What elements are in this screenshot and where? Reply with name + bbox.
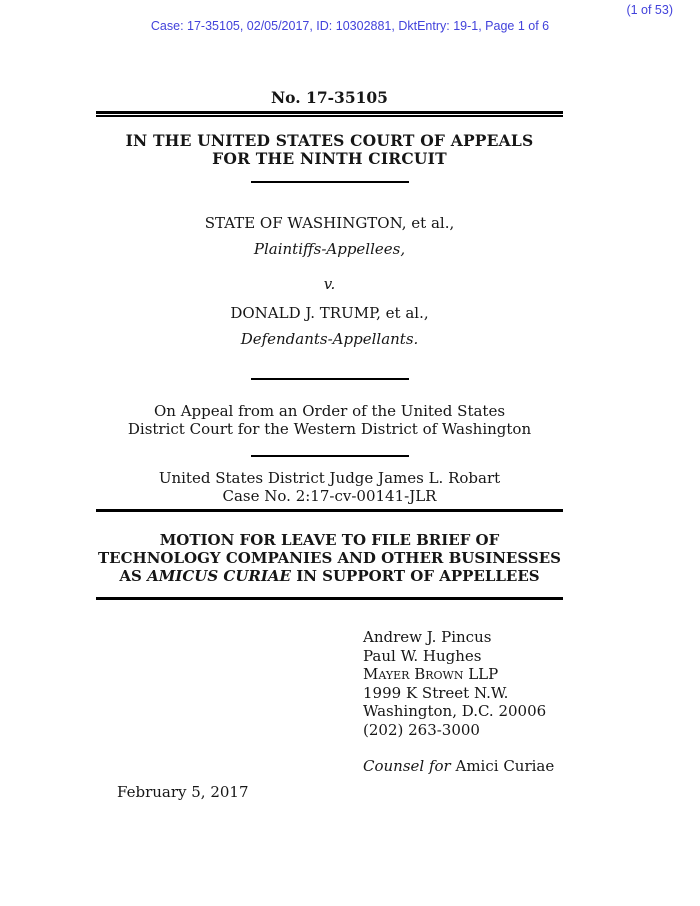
appeal-origin <box>96 402 563 438</box>
counsel-contact-block <box>363 628 546 739</box>
motion-title-line1: MOTION FOR LEAVE TO FILE BRIEF OF <box>159 531 500 549</box>
pdf-pagination-stamp: (1 of 53) <box>626 3 673 17</box>
title-rule-bottom <box>96 597 563 600</box>
filing-date: February 5, 2017 <box>117 783 249 801</box>
counsel-address-street: 1999 K Street N.W. <box>363 683 509 702</box>
motion-title-line3-italic: AMICUS CURIAE <box>147 567 291 585</box>
appeal-origin-line1: On Appeal from an Order of the United States <box>153 402 506 420</box>
counsel-name-1: Andrew J. Pincus <box>363 628 492 646</box>
counsel-address-city: Washington, D.C. 20006 <box>363 702 547 720</box>
motion-title-line3-prefix: AS <box>119 567 148 585</box>
caption-plaintiff-role: Plaintiffs-Appellees, <box>253 240 406 258</box>
title-rule-top <box>96 509 563 512</box>
court-name-line2: FOR THE NINTH CIRCUIT <box>212 149 447 168</box>
district-judge: United States District Judge James L. Robart <box>158 469 501 487</box>
docket-entry-stamp: Case: 17-35105, 02/05/2017, ID: 10302881, DktEntry: 19-1, Page 1 of 6 <box>150 19 550 33</box>
court-name <box>96 132 563 168</box>
lower-court-info <box>96 469 563 505</box>
counsel-role-italic: Counsel for <box>363 757 451 775</box>
docket-number: No. 17-35105 <box>271 88 388 107</box>
caption-plaintiff: STATE OF WASHINGTON, et al., <box>204 214 455 232</box>
section-rule <box>251 455 409 457</box>
caption-defendant-role: Defendants-Appellants. <box>240 330 419 348</box>
counsel-phone: (202) 263-3000 <box>363 720 480 739</box>
double-rule <box>96 111 563 117</box>
motion-title-line2: TECHNOLOGY COMPANIES AND OTHER BUSINESSES <box>98 549 561 567</box>
double-rule-thin-line <box>96 115 563 117</box>
section-rule <box>251 378 409 380</box>
counsel-role-line <box>363 757 554 775</box>
district-case-number: Case No. 2:17-cv-00141-JLR <box>222 487 437 505</box>
counsel-name-2: Paul W. Hughes <box>363 646 482 665</box>
double-rule-thick-line <box>96 111 563 114</box>
section-rule <box>251 181 409 183</box>
counsel-role-roman: Amici Curiae <box>450 757 555 775</box>
caption-versus: v. <box>323 275 336 293</box>
court-name-line1: IN THE UNITED STATES COURT OF APPEALS <box>125 131 534 150</box>
motion-title <box>96 531 563 585</box>
appeal-origin-line2: District Court for the Western District of Washington <box>127 420 532 438</box>
motion-title-line3 <box>96 567 563 585</box>
law-firm-name: Mayer Brown LLP <box>363 665 499 683</box>
motion-title-line3-suffix: IN SUPPORT OF APPELLEES <box>290 567 540 585</box>
caption-defendant: DONALD J. TRUMP, et al., <box>230 304 429 322</box>
